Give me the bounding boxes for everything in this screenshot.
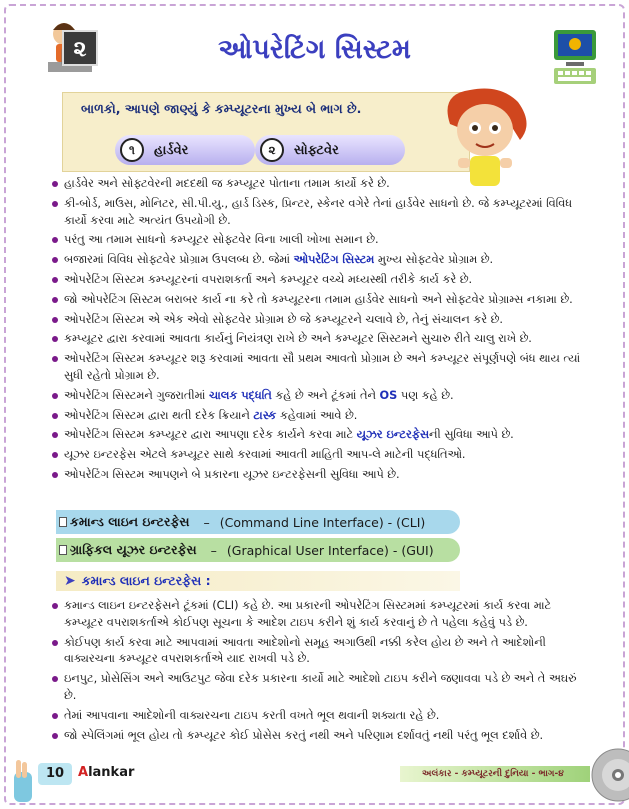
list-item: કી-બોર્ડ, માઉસ, મોનિટર, સી.પી.યુ., હાર્ડ ડિસ્ક, પ્રિન્ટર, સ્કેનર વગેરે તેનાં હાર્ડવેર સાધનો છે. જે કમ્પ્યૂટરમાં વિવિધ કાર્યો કરવા માટે અત્યંત ઉપયોગી છે. xyxy=(52,196,592,230)
cli-heading-text: કમાન્ડ લાઇન ઇન્ટરફેસ : xyxy=(81,573,211,588)
list-item xyxy=(52,388,592,405)
list-item: કમાન્ડ લાઇન ઇન્ટરફેસને ટૂંકમાં (CLI) કહે છે. આ પ્રકારની ઓપરેટિંગ સિસ્ટમમાં કમ્પ્યૂટરમાં કાર્ય કરવા માટે કમ્પ્યૂટર વપરાશકર્તાએ કોઈપણ સૂચના કે આદેશ ટાઇપ કરીને શું કાર્ય કરવાનું છે તે પહેલા કહેવું પડે છે. xyxy=(52,598,592,632)
brand-logo xyxy=(78,765,134,780)
list-item: ઇનપુટ, પ્રોસેસિંગ અને આઉટપુટ જેવા દરેક પ્રકારના કાર્યો માટે આદેશો ટાઇપ કરીને જણાવવા પડે છે અને તે અઘરું છે. xyxy=(52,671,592,705)
text-segment: ઓપરેટિંગ સિસ્ટમને ગુજરાતીમાં xyxy=(64,388,209,402)
text-segment: મુખ્ય સોફ્ટવેર પ્રોગ્રામ છે. xyxy=(374,253,494,267)
list-item xyxy=(52,252,592,269)
text-segment: કહે છે અને ટૂંકમાં તેને xyxy=(271,388,380,402)
software-number: ૨ xyxy=(260,138,284,162)
gui-dash: – xyxy=(210,542,217,558)
gui-box xyxy=(56,538,460,562)
text-segment: પણ કહે છે. xyxy=(397,388,454,402)
cli-dash: – xyxy=(203,514,210,530)
text-segment: ની સુવિધા આપે છે. xyxy=(429,428,514,442)
brand-rest: lankar xyxy=(88,765,135,780)
gui-english: (Graphical User Interface) - (GUI) xyxy=(226,542,434,558)
cli-section-heading xyxy=(56,571,460,591)
list-item: યૂઝર ઇન્ટરફેસ એટલે કમ્પ્યૂટર સાથે કરવામાં આવતી માહિતી આપ-લે માટેની પદ્ધતિઓ. xyxy=(52,447,592,464)
software-pill xyxy=(255,135,405,165)
list-item: ઓપરેટિંગ સિસ્ટમ કમ્પ્યૂટર શરૂ કરવામાં આવતા સૌ પ્રથમ આવતો પ્રોગ્રામ છે અને કમ્પ્યૂટર સંપૂર્ણપણે બંધ થાય ત્યાં સુધી રહેતો પ્રોગ્રામ છે. xyxy=(52,351,592,385)
gui-gujarati: ગ્રાફિકલ યૂઝર ઇન્ટરફેસ xyxy=(70,542,197,557)
hardware-label: હાર્ડવેર xyxy=(154,142,189,158)
text-segment: બજારમાં વિવિધ સોફ્ટવેર પ્રોગ્રામ ઉપલબ્ધ છે. જેમાં xyxy=(64,253,294,267)
list-item: ઓપરેટિંગ સિસ્ટમ કમ્પ્યૂટરનાં વપરાશકર્તા અને કમ્પ્યૂટર વચ્ચે મધ્યસ્થી તરીકે કાર્ય કરે છે. xyxy=(52,272,592,289)
list-item: કમ્પ્યૂટર દ્વારા કરવામાં આવતા કાર્યનું નિયંત્રણ રાખે છે અને કમ્પ્યૂટર સિસ્ટમને સુચારુ રીતે ચાલુ રાખે છે. xyxy=(52,331,592,348)
list-item: પરંતુ આ તમામ સાધનો કમ્પ્યૂટર સોફ્ટવેર વિના ખાલી ખોખા સમાન છે. xyxy=(52,232,592,249)
page-title: ઓપરેટિંગ સિસ્ટમ xyxy=(218,34,411,65)
highlight-task: ટાસ્ક xyxy=(253,408,277,422)
series-label: અલંકાર - કમ્પ્યૂટરની દુનિયા - ભાગ-૪ xyxy=(400,766,590,782)
brand-letter: A xyxy=(78,765,89,780)
cli-bullet-list xyxy=(52,598,592,747)
list-item: જો સ્પેલિંગમાં ભૂલ હોય તો કમ્પ્યૂટર કોઈ પ્રોસેસ કરતું નથી અને પરિણામ દર્શાવતું નથી પરંતુ ભૂલ દર્શાવે છે. xyxy=(52,728,592,745)
list-item xyxy=(52,427,592,444)
list-item: હાર્ડવેર અને સોફ્ટવેરની મદદથી જ કમ્પ્યૂટર પોતાના તમામ કાર્યો કરે છે. xyxy=(52,176,592,193)
cli-gujarati: કમાન્ડ લાઇન ઇન્ટરફેસ xyxy=(70,514,190,529)
highlight-chalak: ચાલક પદ્ધતિ xyxy=(208,388,272,402)
cd-disc-icon xyxy=(590,745,629,805)
monitor-icon xyxy=(552,28,598,88)
square-icon xyxy=(59,545,67,555)
cli-box xyxy=(56,510,460,534)
square-icon xyxy=(59,517,67,527)
cli-english: (Command Line Interface) - (CLI) xyxy=(219,514,426,530)
intro-text: બાળકો, આપણે જાણ્યું કે કમ્પ્યૂટરના મુખ્ય બે ભાગ છે. xyxy=(81,101,362,116)
page-number: 10 xyxy=(38,763,72,785)
highlight-ui: યૂઝર ઇન્ટરફેસ xyxy=(356,428,430,442)
intro-box xyxy=(62,92,470,172)
highlight-os: ઓપરેટિંગ સિસ્ટમ xyxy=(293,253,375,267)
arrow-right-icon: ➤ xyxy=(64,573,76,589)
hardware-pill xyxy=(115,135,255,165)
hand-icon xyxy=(8,758,38,804)
list-item: ઓપરેટિંગ સિસ્ટમ આપણને બે પ્રકારના યૂઝર ઇન્ટરફેસની સુવિધા આપે છે. xyxy=(52,467,592,484)
list-item: ઓપરેટિંગ સિસ્ટમ એ એક એવો સોફ્ટવેર પ્રોગ્રામ છે જે કમ્પ્યૂટરને ચલાવે છે, તેનું સંચાલન કરે છે. xyxy=(52,312,592,329)
list-item: જો ઓપરેટિંગ સિસ્ટમ બરાબર કાર્ય ના કરે તો કમ્પ્યૂટરના તમામ હાર્ડવેર સાધનો અને સોફ્ટવેર પ્રોગ્રામ્સ નકામા છે. xyxy=(52,292,592,309)
list-item: તેમાં આપવાના આદેશોની વાક્યરચના ટાઇપ કરતી વખતે ભૂલ થવાની શક્યતા રહે છે. xyxy=(52,708,592,725)
text-segment: ઓપરેટિંગ સિસ્ટમ કમ્પ્યૂટર દ્વારા આપણા દરેક કાર્યને કરવા માટે xyxy=(64,428,357,442)
software-label: સોફ્ટવેર xyxy=(294,142,339,158)
hardware-number: ૧ xyxy=(120,138,144,162)
text-segment: કહેવામાં આવે છે. xyxy=(276,408,358,422)
main-bullet-list xyxy=(52,176,592,487)
text-segment: ઓપરેટિંગ સિસ્ટમ દ્વારા થતી દરેક ક્રિયાને xyxy=(64,408,254,422)
list-item: કોઈપણ કાર્ય કરવા માટે આપવામાં આવતા આદેશોનો સમૂહ અગાઉથી નક્કી કરેલ હોય છે અને તે આદેશોની વાક્યરચના કમ્પ્યૂટર વપરાશકર્તાએ યાદ રાખવી પડે છે. xyxy=(52,635,592,669)
highlight-os-abbr: OS xyxy=(379,388,398,402)
list-item xyxy=(52,408,592,425)
chapter-number: ૨ xyxy=(62,30,98,66)
